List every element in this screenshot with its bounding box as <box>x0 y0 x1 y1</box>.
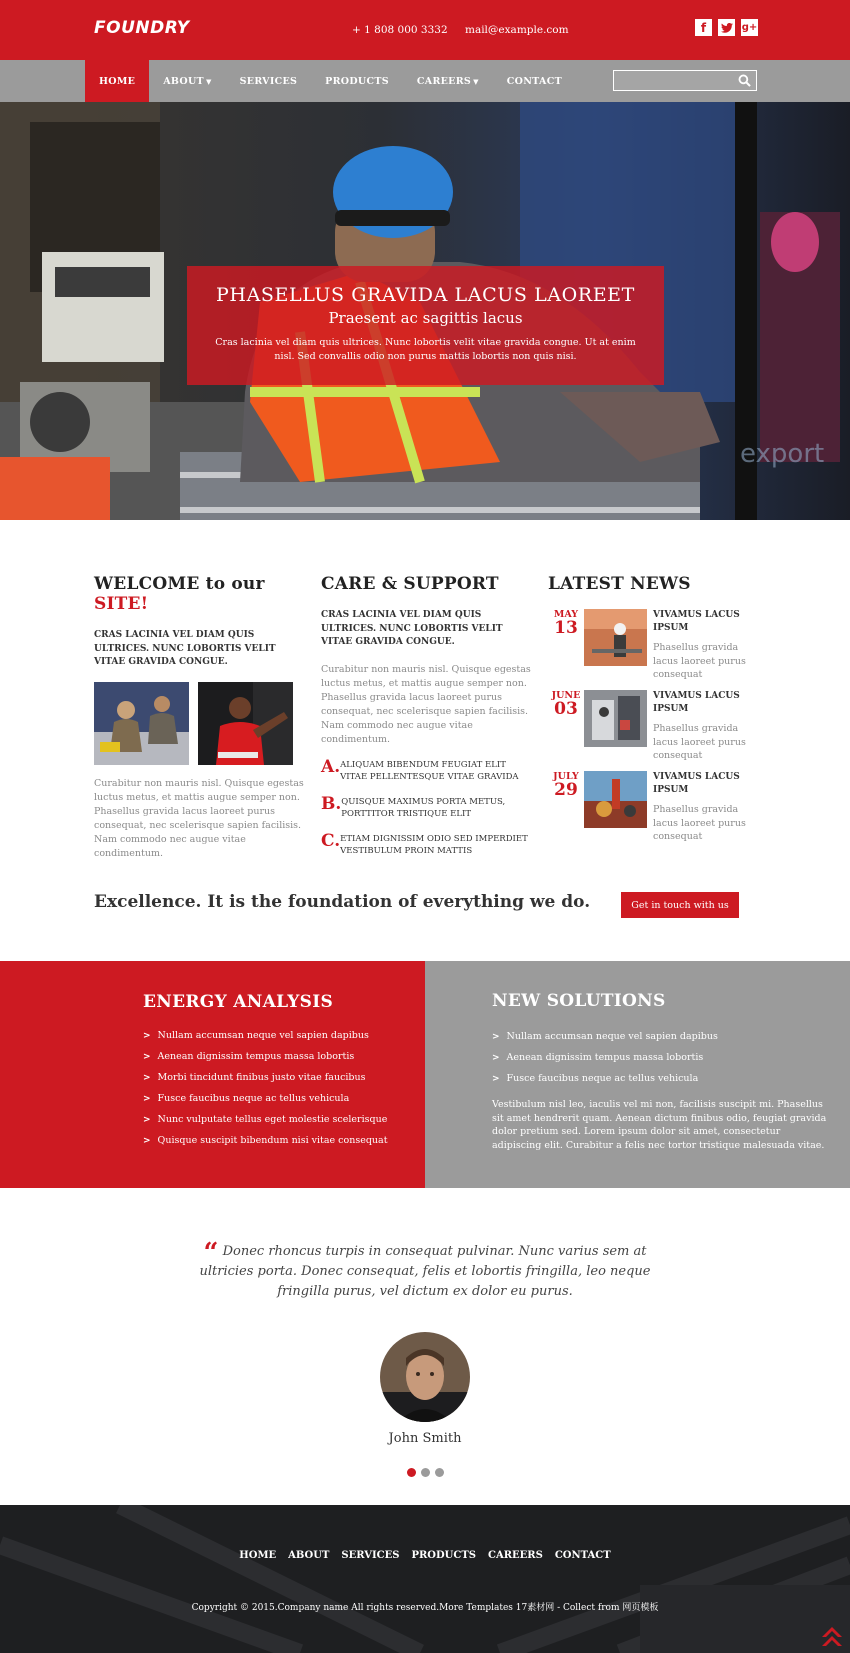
care-title: CARE & SUPPORT <box>321 574 499 594</box>
footer-nav <box>0 1550 850 1561</box>
news-date: MAY 13 <box>553 609 579 638</box>
hero-subtitle: Praesent ac sagittis lacus <box>328 309 523 327</box>
solutions-title: NEW SOLUTIONS <box>492 991 666 1011</box>
chevron-right-icon: > <box>143 1072 151 1083</box>
google-plus-icon[interactable]: g+ <box>741 19 758 36</box>
news-thumbnail <box>584 609 647 666</box>
energy-list <box>143 1025 388 1151</box>
news-item[interactable] <box>548 771 758 842</box>
chevron-right-icon: > <box>492 1052 500 1063</box>
news-thumbnail <box>584 771 647 828</box>
nav-item-about[interactable]: ABOUT ▼ <box>163 75 212 87</box>
caret-down-icon: ▼ <box>473 76 479 86</box>
care-item: B. QUISQUE MAXIMUS PORTA METUS, PORTTITOR TRISTIQUE ELIT <box>321 793 506 819</box>
nav-item-home[interactable]: HOME <box>85 60 149 102</box>
footer <box>0 1505 850 1653</box>
footer-link-products[interactable]: PRODUCTS <box>411 1550 477 1561</box>
quote-mark-icon: “ <box>203 1238 219 1268</box>
chevron-right-icon: > <box>143 1030 151 1041</box>
carousel-dot[interactable] <box>407 1468 416 1477</box>
news-item-title: VIVAMUS LACUS IPSUM <box>653 691 740 714</box>
solutions-text: Vestibulum nisl leo, iaculis vel mi non, facilisis suscipit mi. Phasellus sit amet hendrerit quam. Aenean dictum finibus odio, feugiat gravida dolor pretium sed. Lorem ipsum dolor sit amet, consectetur adipiscing elit. Curabitur a felis nec tortor tristique malesuada vitae. <box>492 1099 827 1151</box>
list-item[interactable]: > Quisque suscipit bibendum nisi vitae consequat <box>143 1135 388 1146</box>
chevron-right-icon: > <box>143 1093 151 1104</box>
news-title: LATEST NEWS <box>548 574 691 594</box>
twitter-icon[interactable] <box>718 19 735 36</box>
carousel-dots <box>407 1468 444 1477</box>
carousel-dot[interactable] <box>421 1468 430 1477</box>
chevron-right-icon: > <box>143 1135 151 1146</box>
list-item[interactable]: > Nunc vulputate tellus eget molestie scelerisque <box>143 1114 388 1125</box>
list-item[interactable]: > Nullam accumsan neque vel sapien dapibus <box>143 1030 369 1041</box>
news-item-text: Phasellus gravida lacus laoreet purus consequat <box>653 804 746 842</box>
energy-title: ENERGY ANALYSIS <box>143 992 334 1012</box>
testimonial-quote: “ Donec rhoncus turpis in consequat pulvinar. Nunc varius sem at ultricies porta. Donec consequat, felis et lobortis fringilla, leo neque fringilla purus, vel dictum ex dolor eu purus. <box>199 1238 651 1299</box>
avatar <box>380 1332 470 1422</box>
welcome-title: WELCOME to our SITE! <box>94 574 265 614</box>
energy-analysis-panel <box>0 961 425 1188</box>
welcome-lead: CRAS LACINIA VEL DIAM QUIS ULTRICES. NUNC LOBORTIS VELIT VITAE GRAVIDA CONGUE. <box>94 630 276 667</box>
chevron-right-icon: > <box>143 1051 151 1062</box>
news-item[interactable] <box>548 690 758 761</box>
social-links <box>695 19 758 36</box>
chevron-right-icon: > <box>492 1073 500 1084</box>
footer-link-about[interactable]: ABOUT <box>288 1550 330 1561</box>
care-lead: CRAS LACINIA VEL DIAM QUIS ULTRICES. NUNC LOBORTIS VELIT VITAE GRAVIDA CONGUE. <box>321 610 503 647</box>
solutions-list <box>492 1026 718 1089</box>
care-item: C. ETIAM DIGNISSIM ODIO SED IMPERDIET VESTIBULUM PROIN MATTIS <box>321 830 528 856</box>
news-thumbnail <box>584 690 647 747</box>
testimonial-name: John Smith <box>388 1431 462 1446</box>
nav-item-services[interactable]: SERVICES <box>239 75 298 87</box>
top-bar <box>0 0 850 60</box>
care-item: A. ALIQUAM BIBENDUM FEUGIAT ELIT VITAE PELLENTESQUE VITAE GRAVIDA <box>321 756 519 782</box>
list-item[interactable]: > Aenean dignissim tempus massa lobortis <box>143 1051 355 1062</box>
news-item-title: VIVAMUS LACUS IPSUM <box>653 772 740 795</box>
footer-link-services[interactable]: SERVICES <box>341 1550 400 1561</box>
footer-link-home[interactable]: HOME <box>239 1550 277 1561</box>
cta-text: Excellence. It is the foundation of everything we do. <box>94 892 591 912</box>
email-link[interactable]: mail@example.com <box>464 24 569 36</box>
search-icon[interactable] <box>738 74 751 87</box>
site-logo[interactable]: FOUNDRY <box>94 18 190 38</box>
footer-link-contact[interactable]: CONTACT <box>554 1550 611 1561</box>
workers-image <box>94 682 189 765</box>
caret-down-icon: ▼ <box>205 76 212 86</box>
back-to-top-icon[interactable] <box>820 1625 844 1649</box>
hero-text: Cras lacinia vel diam quis ultrices. Nunc lobortis velit vitae gravida congue. Ut at enim nisl. Sed convallis odio non purus mattis lobortis non quis nisi. <box>215 337 636 362</box>
nav-item-contact[interactable]: CONTACT <box>506 75 562 87</box>
news-date: JULY 29 <box>553 771 579 800</box>
list-item[interactable]: > Nullam accumsan neque vel sapien dapibus <box>492 1031 718 1042</box>
new-solutions-panel <box>425 961 850 1188</box>
list-item[interactable]: > Morbi tincidunt finibus justo vitae faucibus <box>143 1072 366 1083</box>
news-item[interactable] <box>548 609 758 680</box>
chevron-right-icon: > <box>492 1031 500 1042</box>
news-date: JUNE 03 <box>551 690 581 719</box>
worker-red-image <box>198 682 293 765</box>
welcome-section <box>94 574 304 861</box>
news-item-title: VIVAMUS LACUS IPSUM <box>653 610 740 633</box>
hero-caption <box>187 266 664 385</box>
chevron-right-icon: > <box>143 1114 151 1125</box>
main-nav <box>85 60 576 102</box>
facebook-icon[interactable]: f <box>695 19 712 36</box>
footer-link-careers[interactable]: CAREERS <box>488 1550 543 1561</box>
news-item-text: Phasellus gravida lacus laoreet purus consequat <box>653 642 746 680</box>
contact-info <box>352 24 583 36</box>
list-item[interactable]: > Fusce faucibus neque ac tellus vehicula <box>492 1073 699 1084</box>
copyright: Copyright © 2015.Company name All rights reserved.More Templates 17素材网 - Collect from 网页模板 <box>191 1603 659 1613</box>
list-item[interactable]: > Aenean dignissim tempus massa lobortis <box>492 1052 704 1063</box>
search-input[interactable] <box>618 73 728 88</box>
welcome-text: Curabitur non mauris nisl. Quisque egestas luctus metus, et mattis augue semper non. Phasellus gravida lacus laoreet purus consequat, nec scelerisque sapien facilisis. Nam commodo nec augue vitae condimentum. <box>94 777 304 859</box>
care-list <box>321 757 531 858</box>
search-box <box>613 70 757 91</box>
hero-banner <box>0 102 850 520</box>
welcome-images <box>94 682 304 765</box>
care-section <box>321 574 531 868</box>
nav-item-products[interactable]: PRODUCTS <box>325 75 389 87</box>
news-item-text: Phasellus gravida lacus laoreet purus consequat <box>653 723 746 761</box>
get-in-touch-button[interactable]: Get in touch with us <box>621 892 739 918</box>
news-section <box>548 574 758 852</box>
phone-number: + 1 808 000 3332 <box>352 24 448 36</box>
care-text: Curabitur non mauris nisl. Quisque egestas luctus metus, et mattis augue semper non. Phasellus gravida lacus laoreet purus consequat, nec scelerisque sapien facilisis. Nam commodo nec augue vitae condimentum. <box>321 663 531 745</box>
hero-title: PHASELLUS GRAVIDA LACUS LAOREET <box>216 284 635 306</box>
footer-background <box>0 1505 850 1653</box>
carousel-dot[interactable] <box>435 1468 444 1477</box>
list-item[interactable]: > Fusce faucibus neque ac tellus vehicula <box>143 1093 350 1104</box>
nav-bar <box>0 60 850 102</box>
svg-text:export: export <box>740 439 825 469</box>
nav-item-careers[interactable]: CAREERS ▼ <box>416 75 479 87</box>
